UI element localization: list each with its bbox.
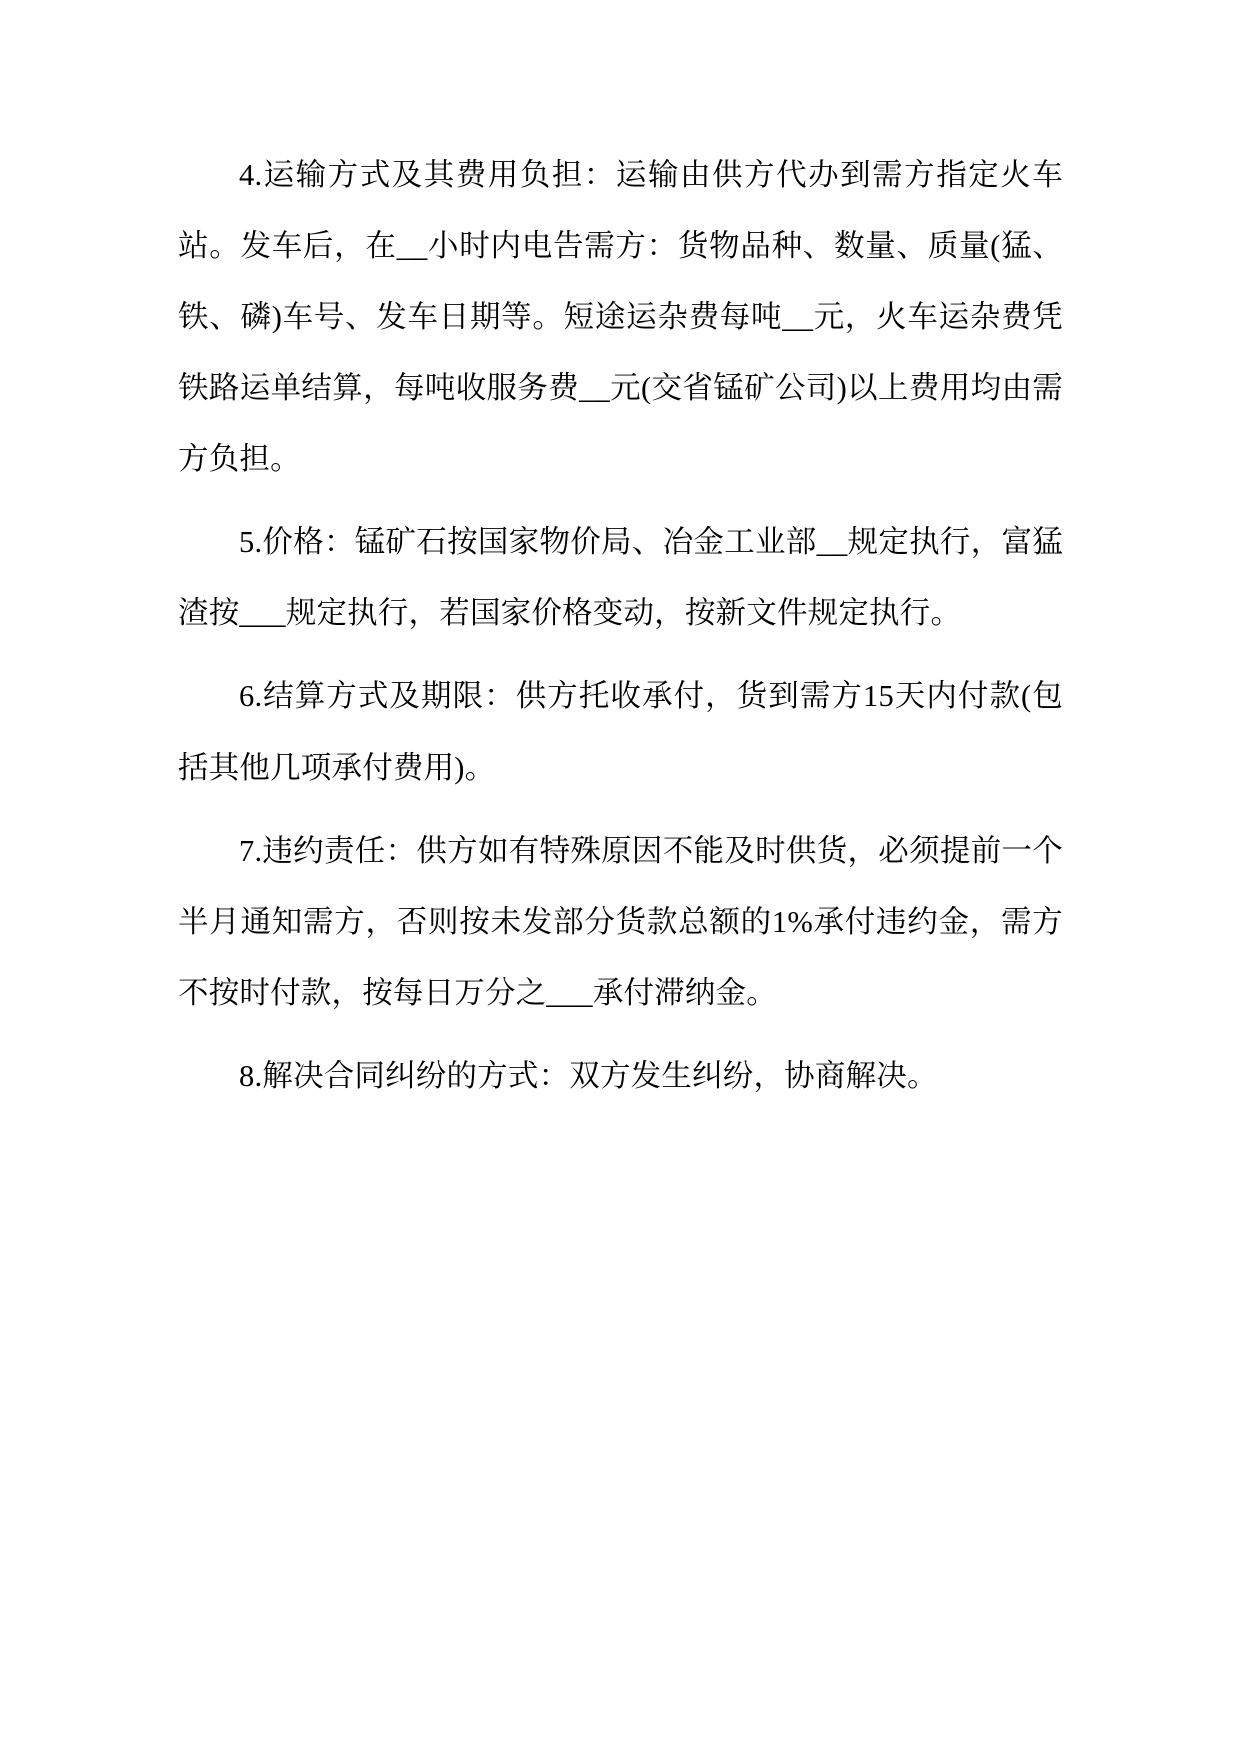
document-body (178, 140, 1063, 1112)
paragraph-5: 5.价格：锰矿石按国家物价局、冶金工业部__规定执行，富猛渣按___规定执行，若国家价格变动，按新文件规定执行。 (178, 525, 1063, 631)
paragraph-7: 7.违约责任：供方如有特殊原因不能及时供货，必须提前一个半月通知需方，否则按未发部分货款总额的1%承付违约金，需方不按时付款，按每日万分之___承付滞纳金。 (178, 833, 1063, 1010)
paragraph-6: 6.结算方式及期限：供方托收承付，货到需方15天内付款(包括其他几项承付费用)。 (178, 679, 1063, 785)
paragraph-8: 8.解决合同纠纷的方式：双方发生纠纷，协商解决。 (239, 1058, 938, 1093)
paragraph-4: 4.运输方式及其费用负担：运输由供方代办到需方指定火车站。发车后，在__小时内电告需方：货物品种、数量、质量(猛、铁、磷)车号、发车日期等。短途运杂费每吨__元，火车运杂费凭铁路运单结算，每吨收服务费__元(交省锰矿公司)以上费用均由需方负担。 (178, 158, 1063, 477)
